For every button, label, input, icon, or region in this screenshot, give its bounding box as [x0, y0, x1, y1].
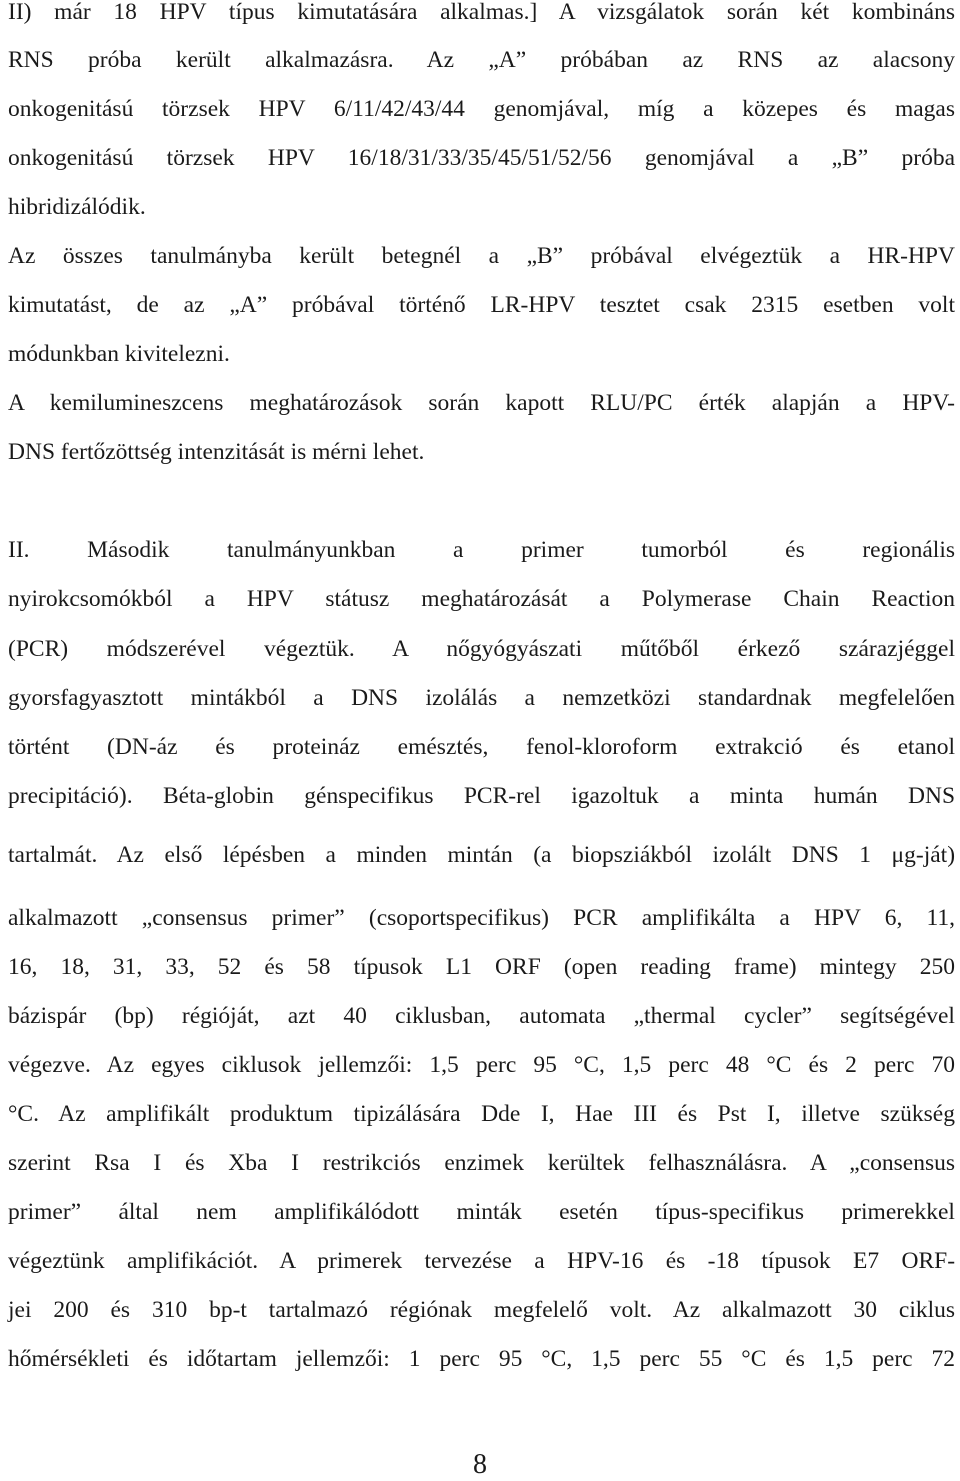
text-line: (PCR) módszerével végeztük. A nőgyógyászati műtőből érkező szárazjéggel: [8, 636, 956, 662]
text-line: hibridizálódik.: [8, 194, 146, 220]
text-line: végeztünk amplifikációt. A primerek tervezése a HPV-16 és -18 típusok E7 ORF-: [8, 1248, 956, 1274]
text-line: Az összes tanulmányba került betegnél a „B” próbával elvégeztük a HR-HPV: [8, 243, 955, 269]
text-line: RNS próba került alkalmazásra. Az „A” próbában az RNS az alacsony: [8, 47, 956, 73]
text-line: A kemilumineszcens meghatározások során kapott RLU/PC érték alapján a HPV-: [8, 390, 955, 416]
text-line: DNS fertőzöttség intenzitását is mérni lehet.: [8, 439, 425, 465]
text-line: primer” által nem amplifikálódott minták esetén típus-specifikus primerekkel: [8, 1199, 955, 1225]
text-line: tartalmát. Az első lépésben a minden mintán (a biopsziákból izolált DNS 1 μg-ját): [8, 842, 956, 868]
text-line: hőmérsékleti és időtartam jellemzői: 1 perc 95 °C, 1,5 perc 55 °C és 1,5 perc 72: [8, 1346, 956, 1372]
text-line: bázispár (bp) régióját, azt 40 ciklusban, automata „thermal cycler” segítségével: [8, 1003, 955, 1029]
text-line: II) már 18 HPV típus kimutatására alkalmas.] A vizsgálatok során két kombináns: [8, 0, 955, 25]
text-line: végezve. Az egyes ciklusok jellemzői: 1,5 perc 95 °C, 1,5 perc 48 °C és 2 perc 70: [8, 1052, 956, 1078]
text-line: történt (DN-áz és proteináz emésztés, fenol-kloroform extrakció és etanol: [8, 734, 956, 760]
text-line: jei 200 és 310 bp-t tartalmazó régiónak megfelelő volt. Az alkalmazott 30 ciklus: [8, 1297, 956, 1323]
text-line: kimutatást, de az „A” próbával történő LR-HPV tesztet csak 2315 esetben volt: [8, 292, 955, 318]
text-line: onkogenitású törzsek HPV 6/11/42/43/44 genomjával, míg a közepes és magas: [8, 96, 955, 122]
text-line: módunkban kivitelezni.: [8, 341, 230, 367]
text-line: precipitáció). Béta-globin génspecifikus PCR-rel igazoltuk a minta humán DNS: [8, 783, 956, 809]
text-line: nyirokcsomókból a HPV státusz meghatározását a Polymerase Chain Reaction: [8, 586, 955, 612]
text-line: °C. Az amplifikált produktum tipizálására Dde I, Hae III és Pst I, illetve szükség: [8, 1101, 955, 1127]
text-line: alkalmazott „consensus primer” (csoportspecifikus) PCR amplifikálta a HPV 6, 11,: [8, 905, 956, 931]
text-line: gyorsfagyasztott mintákból a DNS izolálás a nemzetközi standardnak megfelelően: [8, 685, 956, 711]
text-line: szerint Rsa I és Xba I restrikciós enzimek kerültek felhasználásra. A „consensus: [8, 1150, 956, 1176]
text-line: 16, 18, 31, 33, 52 és 58 típusok L1 ORF (open reading frame) mintegy 250: [8, 954, 956, 980]
text-line: onkogenitású törzsek HPV 16/18/31/33/35/45/51/52/56 genomjával a „B” próba: [8, 145, 956, 171]
page-number: 8: [473, 1449, 487, 1480]
text-line: II. Második tanulmányunkban a primer tumorból és regionális: [8, 537, 956, 563]
